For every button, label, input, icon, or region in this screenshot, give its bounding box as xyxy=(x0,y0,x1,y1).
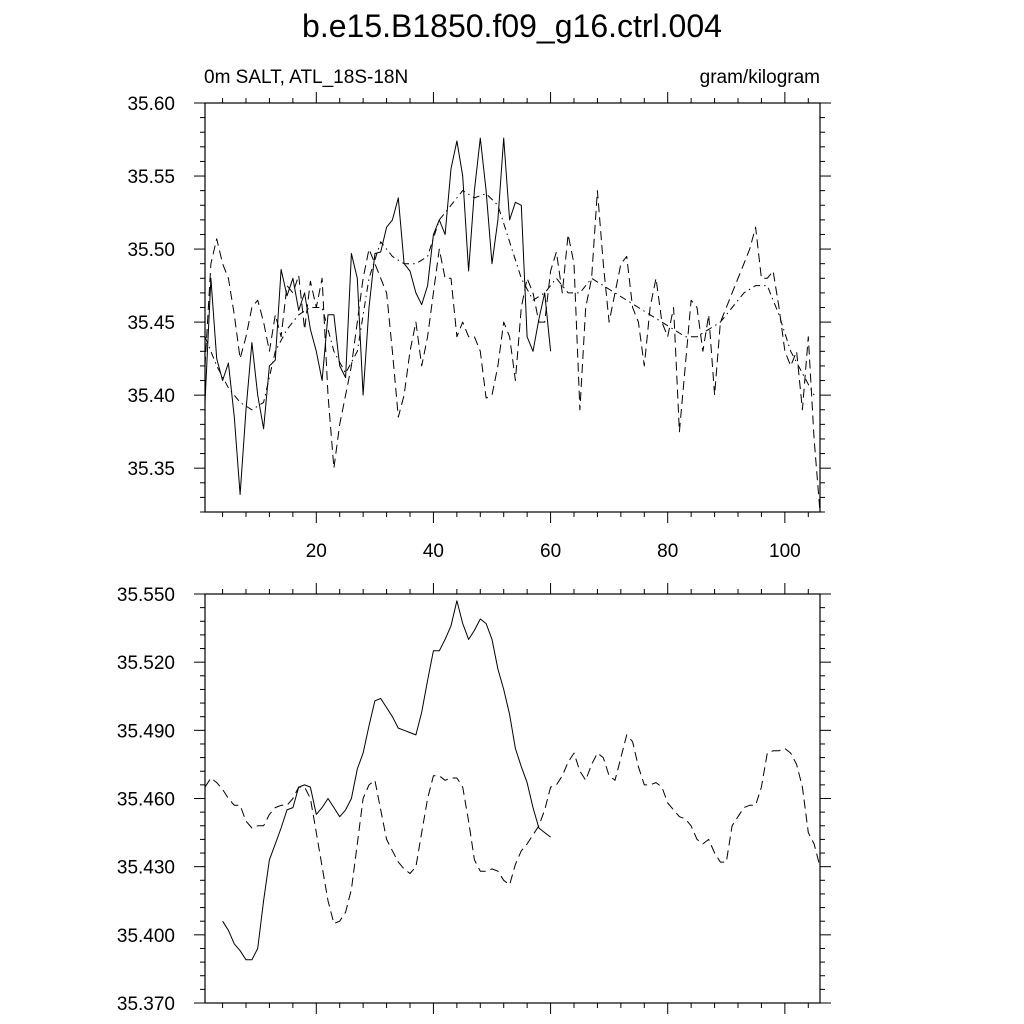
bottom-y-tick-label: 35.460 xyxy=(116,789,175,811)
top-y-tick-label: 35.35 xyxy=(127,459,175,481)
top-y-tick-label: 35.45 xyxy=(127,313,175,335)
top-x-tick-label: 40 xyxy=(422,541,444,562)
bottom-y-tick-label: 35.370 xyxy=(116,994,175,1015)
bottom-panel xyxy=(117,583,831,1015)
top-y-tick-label: 35.50 xyxy=(127,240,175,262)
bottom-series-dashed-line xyxy=(205,735,820,924)
bottom-y-tick-label: 35.520 xyxy=(116,653,175,675)
top-x-tick-label: 20 xyxy=(305,541,327,562)
bottom-y-tick-label: 35.400 xyxy=(116,925,175,947)
top-y-tick-label: 35.40 xyxy=(127,386,175,408)
bottom-y-tick-label: 35.430 xyxy=(116,857,175,879)
top-x-tick-label: 100 xyxy=(769,541,801,562)
bottom-plot-frame xyxy=(205,594,820,1003)
bottom-series-solid-line xyxy=(223,601,551,960)
bottom-y-tick-label: 35.550 xyxy=(116,585,175,606)
bottom-y-tick-label: 35.490 xyxy=(116,721,175,743)
top-panel xyxy=(127,67,831,562)
top-series-dashed-line xyxy=(205,191,820,512)
top-series-solid-line xyxy=(205,138,551,494)
top-plot-frame xyxy=(205,103,820,512)
top-y-tick-label: 35.60 xyxy=(127,94,175,115)
top-x-tick-label: 60 xyxy=(540,541,562,562)
top-panel-left-label: 0m SALT, ATL_18S-18N xyxy=(204,67,409,88)
top-x-tick-label: 80 xyxy=(657,541,679,562)
top-y-tick-label: 35.55 xyxy=(127,167,175,189)
chart-title: b.e15.B1850.f09_g16.ctrl.004 xyxy=(302,8,722,44)
top-panel-units-label: gram/kilogram xyxy=(699,67,820,88)
